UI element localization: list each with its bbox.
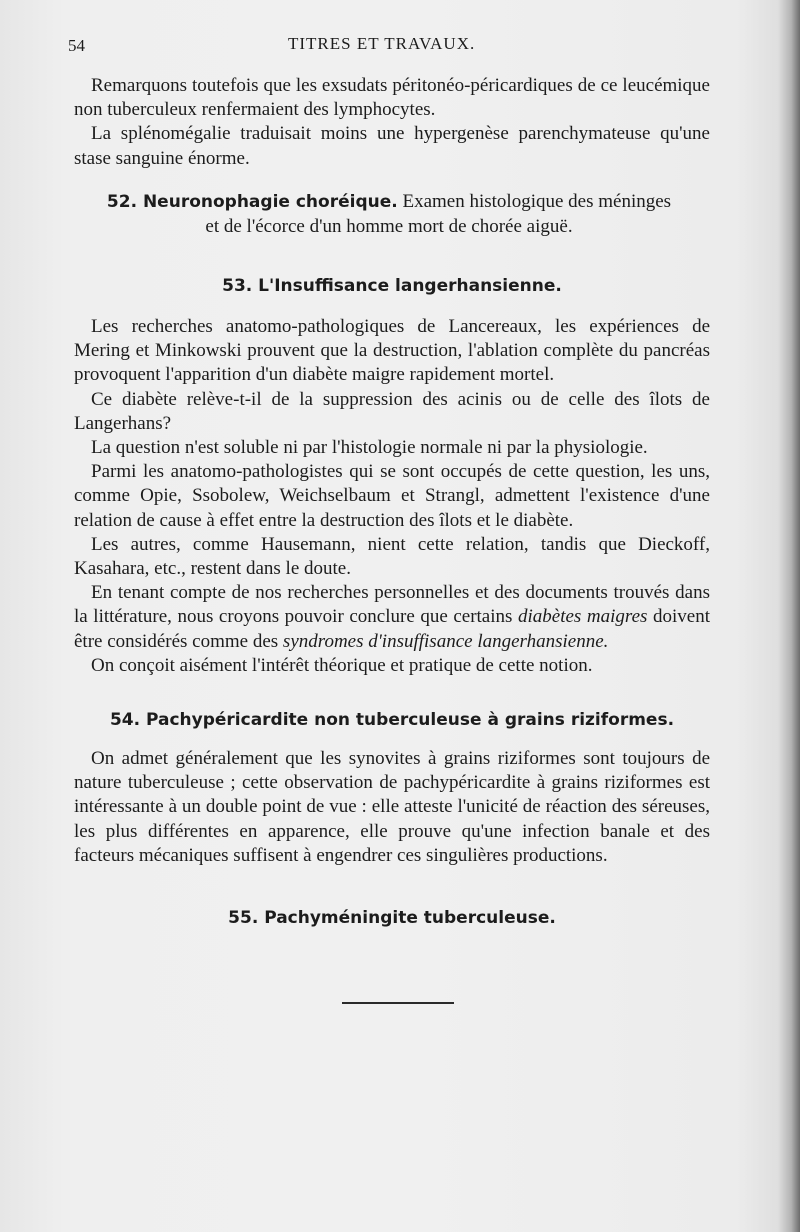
item-55-heading: 55. Pachyméningite tuberculeuse.: [228, 908, 556, 928]
page-header: [68, 34, 708, 58]
intro-paragraph-2: La splénomégalie traduisait moins une hypergenèse parenchymateuse qu'une stase sanguine énorme.: [74, 123, 710, 169]
item-54-heading: 54. Pachypéricardite non tuberculeuse à grains riziformes.: [109, 710, 675, 730]
closing-rule: [342, 1002, 454, 1004]
item-53-paragraph-2: Ce diabète relève-t-il de la suppression des acinis ou de celle des îlots de Langerhans?: [74, 388, 710, 434]
item-54-body: [74, 747, 710, 868]
item-53-paragraph-7: On conçoit aisément l'intérêt théorique et pratique de cette notion.: [91, 654, 593, 676]
item-53-p6-text-b: doivent être considérés comme des: [74, 606, 710, 652]
intro-paragraphs: [74, 74, 710, 171]
item-53-body: [74, 315, 710, 678]
page-number: 54: [68, 36, 85, 55]
item-53-p6-text-a: En tenant compte de nos recherches personnelles et des documents trouvés dans la littérature, nous croyons pouvoir conclure que certains: [74, 582, 710, 628]
item-53-heading: 53. L'Insuffisance langerhansienne.: [222, 276, 562, 296]
item-53-paragraph-1: Les recherches anatomo-pathologiques de Lancereaux, les expériences de Mering et Minkowski prouvent que la destruction, l'ablation complète du pancréas provoquent l'apparition d'un diabète maigre rapidement mortel.: [74, 316, 710, 386]
item-52-text: Examen histologique des méninges et de l'écorce d'un homme mort de chorée aiguë.: [205, 191, 672, 237]
item-53-p6-emphasis-1: diabètes maigres: [518, 606, 648, 628]
page-edge-shadow: [778, 0, 800, 1232]
item-52: [104, 190, 674, 239]
item-52-title: 52. Neuronophagie choréique.: [106, 192, 398, 212]
item-53-paragraph-3: La question n'est soluble ni par l'histologie normale ni par la physiologie.: [91, 437, 648, 459]
running-title: TITRES ET TRAVAUX.: [288, 34, 476, 53]
item-53-paragraph-5: Les autres, comme Hausemann, nient cette relation, tandis que Dieckoff, Kasahara, etc., restent dans le doute.: [74, 533, 710, 580]
item-53-paragraph-6: [74, 581, 710, 654]
item-53-paragraph-4: Parmi les anatomo-pathologistes qui se sont occupés de cette question, les uns, comme Opie, Ssobolew, Weichselbaum et Strangl, admettent l'existence d'une relation de cause à effet entre la destruction des îlots et le diabète.: [74, 461, 710, 531]
item-54-paragraph-1: On admet généralement que les synovites à grains riziformes sont toujours de nature tuberculeuse ; cette observation de pachypéricardite à grains riziformes est intéressante à un double point de vue : elle atteste l'unicité de réaction des séreuses, les plus différentes en apparence, elle prouve qu'une infection banale et des facteurs mécaniques suffisent à engendrer ces singulières productions.: [74, 748, 710, 866]
intro-paragraph-1: Remarquons toutefois que les exsudats péritonéo-péricardiques de ce leucémique non tuberculeux renfermaient des lymphocytes.: [74, 75, 710, 121]
item-53-p6-emphasis-2: syndromes d'insuffisance langerhansienne.: [282, 630, 609, 652]
